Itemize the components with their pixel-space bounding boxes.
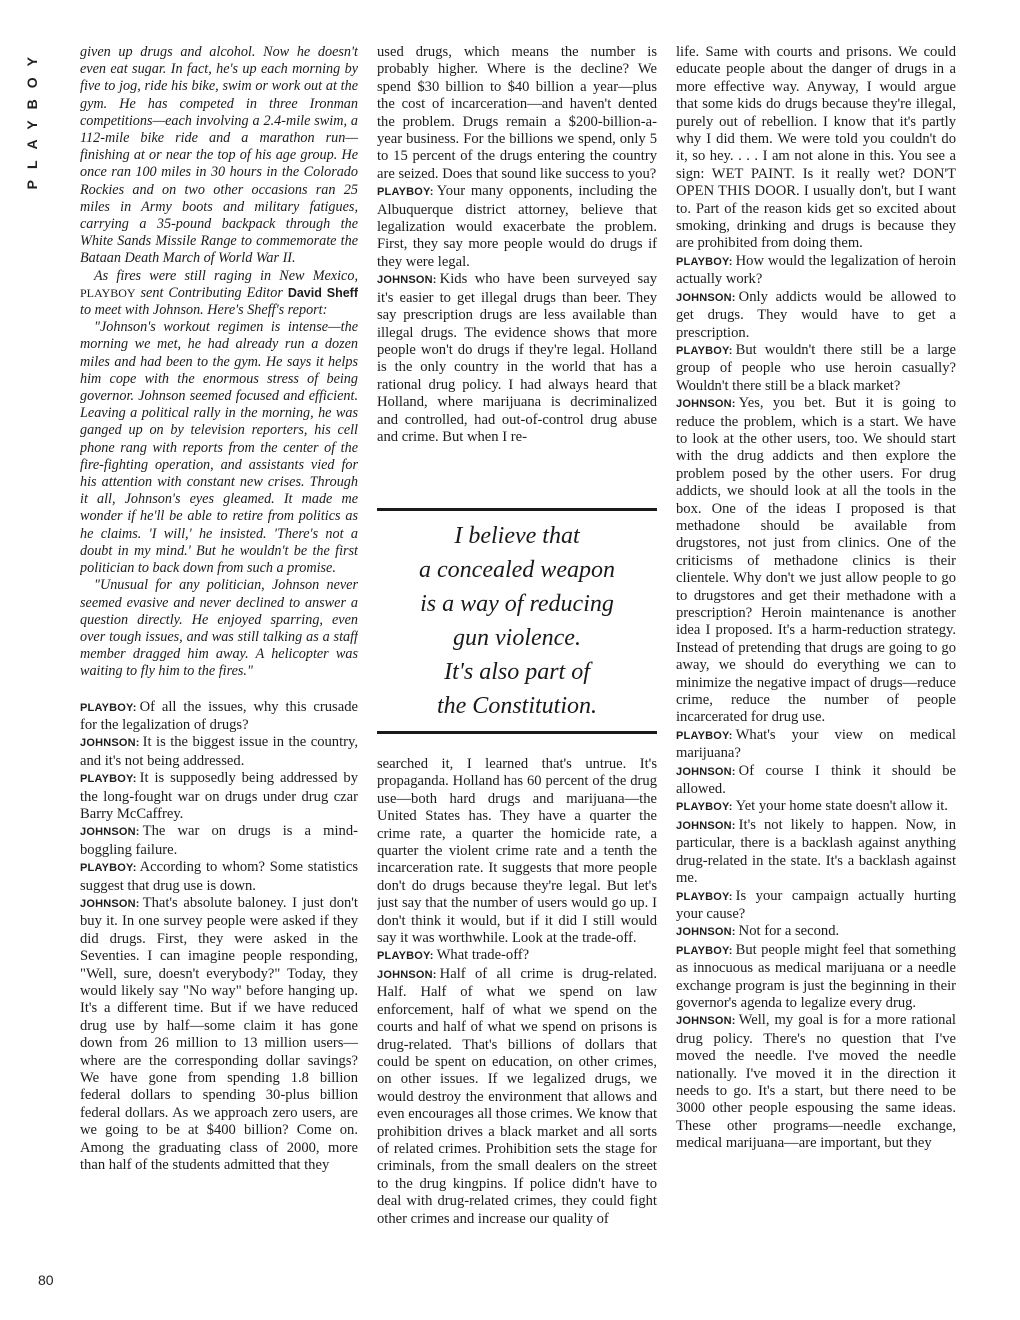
pull-quote	[377, 508, 657, 734]
speaker-label: PLAYBOY:	[676, 729, 733, 742]
author-name: David Sheff	[287, 285, 358, 300]
speaker-label: JOHNSON:	[676, 765, 736, 778]
paragraph-text: It's not likely to happen. Now, in particular, there is a backlash against anything drug-related in the state. It's a backlash against me.	[676, 816, 956, 887]
paragraph-text: Yes, you bet. But it is going to reduce the problem, which is a start. We have to look at the other users, too. We should start with the drug addicts and then explore the problem posed by the other users. For drug addicts, we should look at all the tools in the box. One of the ideas I proposed is that methadone should be available from drugstores, not just from clinics. One of the criticisms of methadone clinics is their clientele. Why don't we just allow people to go to drugstores and get their methadone with a prescription? Heroin maintenance is another idea I proposed. It's a harm-reduction strategy. Instead of pretending that drugs are going to go away, we should do everything we can to minimize the negative impact of drugs—reduce crime, reduce the number of people incarcerated for drug use.	[676, 395, 956, 726]
paragraph-text: searched it, I learned that's untrue. It's propaganda. Holland has 60 percent of the drug use—both hard drugs and marijuana—the United States has. They have a quarter the crime rate, a quarter the homicide rate, a quarter the violent crime rate and a tenth the incarceration rate. It suggests that more people don't do drugs because they're legal. But let's just say that the number of users would go up. I don't think it would, but if it did I still would say it was worthwhile. Look at the trade-off.	[377, 756, 657, 947]
paragraph-text: How would the legalization of heroin actually work?	[676, 252, 956, 288]
speaker-label: PLAYBOY:	[80, 862, 137, 875]
paragraph-text: Your many opponents, including the Albuquerque district attorney, believe that legalization would exacerbate the problem. First, they say more people would do drugs if they were legal.	[377, 183, 657, 270]
pull-quote-line: I believe that	[454, 523, 580, 549]
pull-quote-line: the Constitution.	[436, 693, 597, 719]
interview-paragraph	[676, 395, 956, 727]
speaker-label: JOHNSON:	[80, 897, 140, 910]
speaker-label: JOHNSON:	[80, 826, 140, 839]
interview-paragraph	[377, 271, 657, 446]
paragraph-text: But wouldn't there still be a large group of people who use heroin casually? Wouldn't there still be a black market?	[676, 341, 956, 394]
interview-paragraph	[676, 923, 956, 941]
speaker-label: PLAYBOY:	[676, 890, 733, 903]
paragraph-text: But people might feel that something as innocuous as medical marijuana or a needle exchange program is just the beginning in their governor's agenda to legalize every drug.	[676, 941, 956, 1011]
speaker-label: JOHNSON:	[676, 1015, 736, 1028]
column-2-top	[377, 44, 657, 500]
paragraph-text: Is your campaign actually hurting your cause?	[676, 887, 956, 922]
paragraph-text: It is the biggest issue in the country, and it's not being addressed.	[80, 734, 358, 769]
interview-paragraph	[676, 289, 956, 342]
speaker-label: PLAYBOY:	[377, 950, 434, 963]
paragraph-text: Only addicts would be allowed to get drugs. They would have to get a prescription.	[676, 288, 956, 341]
interview-paragraph	[377, 756, 657, 947]
interview-paragraph	[676, 727, 956, 763]
interview-paragraph	[80, 859, 358, 895]
speaker-label: JOHNSON:	[676, 926, 736, 939]
interview-paragraph	[377, 947, 657, 965]
speaker-label: PLAYBOY:	[377, 186, 434, 199]
pull-quote-line: a concealed weapon	[419, 557, 615, 583]
speaker-label: PLAYBOY:	[676, 944, 733, 957]
paragraph-text: Not for a second.	[738, 923, 840, 940]
intro-paragraph: As fires were still raging in New Mexico, PLAYBOY sent Contributing Editor David Sheff to meet with Johnson. Here's Sheff's report:	[80, 267, 358, 319]
paragraph-text: Of course I think it should be allowed.	[676, 762, 956, 798]
speaker-label: JOHNSON:	[676, 291, 736, 304]
paragraph-text: According to whom? Some statistics suggest that drug use is down.	[80, 859, 358, 894]
paragraph-text: Of all the issues, why this crusade for the legalization of drugs?	[80, 698, 358, 733]
paragraph-text: The war on drugs is a mind-boggling failure.	[80, 823, 358, 858]
interview-paragraph	[676, 44, 956, 253]
speaker-label: JOHNSON:	[377, 968, 437, 981]
speaker-label: JOHNSON:	[676, 398, 736, 411]
interview-paragraph	[80, 734, 358, 770]
paragraph-text: That's absolute baloney. I just don't buy it. In one survey people were asked if they did drugs. First, they were asked in the Seventies. I can imagine people responding, "Well, sure, doesn't everybody?" Today, they would likely say "No way" before hanging up. It's a different time. But if we have reduced drug use by half—some claim it has gone down from 26 million to 13 million users—where are the corresponding dollar savings? We have gone from spending 1.8 billion federal dollars to spending 30-plus billion federal dollars. As we approach zero users, are we going to be at $400 billion? Come on. Among the graduating class of 2000, more than half of the students admitted that they	[80, 894, 358, 1174]
interview-paragraph	[80, 895, 358, 1175]
speaker-label: PLAYBOY:	[676, 344, 733, 357]
interview-paragraph	[80, 699, 358, 735]
speaker-label: PLAYBOY:	[80, 701, 137, 714]
interview-paragraph	[676, 817, 956, 888]
interview-paragraph	[676, 763, 956, 799]
pull-quote-line: It's also part of	[444, 659, 590, 685]
column-2-bottom	[377, 756, 657, 1306]
column-1	[80, 44, 358, 1306]
paragraph-text: Well, my goal is for a more rational drug policy. There's no question that I've moved the needle. I've moved the needle nationally. I've moved it in the direction it needs to go. It's a start, but there need to be 3000 other people espousing the same ideas. These other programs—needle exchange, medical marijuana—are important, but they	[676, 1012, 956, 1152]
intro-text	[80, 44, 358, 681]
paragraph-text: It is supposedly being addressed by the long-fought war on drugs under drug czar Barry McCaffrey.	[80, 770, 358, 822]
column-3	[676, 44, 956, 1306]
interview-body	[377, 44, 657, 446]
interview-paragraph	[676, 1012, 956, 1152]
pull-quote-line: gun violence.	[453, 625, 581, 651]
running-head: PLAYBOY	[24, 46, 40, 190]
interview-paragraph	[80, 823, 358, 859]
interview-paragraph	[676, 253, 956, 289]
interview-paragraph	[676, 888, 956, 924]
pull-quote-line: is a way of reducing	[420, 591, 614, 617]
paragraph-text: Half of all crime is drug-related. Half. Half of what we spend on law enforcement, half of what we spend on the courts and half of what we spend on prisons is drug-related. That's billions of dollars that could be spent on education, on other crimes, on other issues. If we legalized drugs, we would destroy the environment that allows and even encourages all those crimes. We know that prohibition drives a black market and all sorts of related crimes. Prohibition sets the stage for criminals, from the small dealers on the street to the drug kingpins. If police didn't have to deal with drug-related crimes, they could fight other crimes and increase our quality of	[377, 965, 657, 1227]
interview-paragraph	[676, 798, 956, 816]
page-number: 80	[38, 1272, 54, 1288]
speaker-label: JOHNSON:	[377, 274, 437, 287]
intro-paragraph: "Johnson's workout regimen is intense—the morning we met, he had already run a dozen miles and had been to the gym. He says it helps him cope with the enormous stress of being governor. Johnson seemed focused and efficient. Leaving a political rally in the morning, he was ganged up on by television reporters, his cell phone rang with reports from the center of the fire-fighting operation, and assistants vied for his attention with constant new crises. Through it all, Johnson's eyes gleamed. It made me wonder if he'll be able to retire from politics as he claims. 'I will,' he insisted. 'There's not a doubt in my mind.' But he wouldn't be the first politician to back down from such a promise.	[80, 319, 358, 577]
interview-body	[676, 44, 956, 1153]
interview-body	[80, 699, 358, 1175]
paragraph-text: Yet your home state doesn't allow it.	[735, 798, 948, 815]
interview-paragraph	[377, 966, 657, 1228]
interview-paragraph	[676, 342, 956, 395]
interview-paragraph	[377, 44, 657, 183]
paragraph-text: Kids who have been surveyed say it's easier to get illegal drugs than beer. They say prescription drugs are less available than illegal drugs. The evidence shows that more people won't do drugs if they're legal. Holland is the only country in the world that has a rational drug policy. I had always heard that Holland, where marijuana is decriminalized and controlled, had out-of-control drug abuse and crime. But when I re-	[377, 271, 657, 445]
speaker-label: JOHNSON:	[80, 737, 140, 750]
paragraph-text: What trade-off?	[436, 947, 530, 964]
paragraph-text: used drugs, which means the number is probably higher. Where is the decline? We spend $30 billion to $40 billion a year—plus the cost of incarceration—and haven't dented the problem. Drugs remain a $200-billion-a-year business. For the billions we spend, only 5 to 15 percent of the drugs entering the country are seized. Does that sound like success to you?	[377, 44, 657, 182]
interview-paragraph	[80, 770, 358, 823]
paragraph-text: life. Same with courts and prisons. We could educate people about the danger of drugs in a more effective way. Anyway, I would argue that some kids do drugs because they're illegal, purely out of rebellion. I know that it's partly why I did them. We were told you couldn't do it, so hey. . . . I am not alone in this. You see a sign: WET PAINT. Is it really wet? DON'T OPEN THIS DOOR. I usually don't, but I want to. Part of the reason kids get so excited about smoking, drinking and drugs is because they are prohibited from doing them.	[676, 44, 956, 252]
speaker-label: PLAYBOY:	[676, 255, 733, 268]
paragraph-text: What's your view on medical marijuana?	[676, 726, 956, 762]
intro-paragraph: given up drugs and alcohol. Now he doesn't even eat sugar. In fact, he's up each morning by five to jog, ride his bike, swim or work out at the gym. He has competed in three Ironman competitions—each involving a 2.4-mile swim, a 112-mile bike ride and a marathon run—finishing at or near the top of his age group. He once ran 100 miles in 30 hours in the Colorado Rockies and on two other occasions ran 25 miles in Army boots and military fatigues, carrying a 35-pound backpack through the White Sands Missile Range to commemorate the Bataan Death March of World War II.	[80, 44, 358, 267]
speaker-label: PLAYBOY:	[80, 773, 137, 786]
speaker-label: JOHNSON:	[676, 819, 736, 832]
speaker-label: PLAYBOY:	[676, 801, 733, 814]
interview-body	[377, 756, 657, 1228]
intro-paragraph: "Unusual for any politician, Johnson never seemed evasive and never declined to answer a question directly. He enjoyed sparring, even over tough issues, and was still talking as a staff member dragged him away. A helicopter was waiting to fly him to the fires."	[80, 577, 358, 680]
interview-paragraph	[676, 942, 956, 1013]
interview-paragraph	[377, 183, 657, 271]
